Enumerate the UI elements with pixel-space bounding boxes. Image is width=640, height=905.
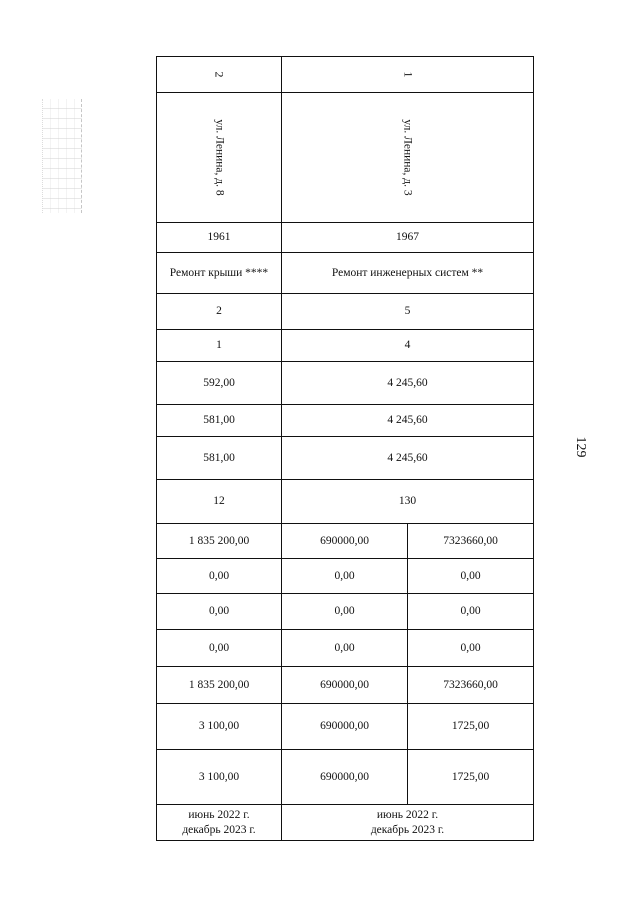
table-row bbox=[157, 437, 534, 480]
table-cell: 1967 bbox=[282, 223, 534, 253]
table-row-col-numbers bbox=[157, 57, 534, 93]
table-cell: 2 bbox=[157, 294, 282, 330]
table-cell: 1725,00 bbox=[408, 704, 534, 750]
table-row bbox=[157, 630, 534, 667]
table-cell: 0,00 bbox=[157, 559, 282, 594]
deadline-end: декабрь 2023 г. bbox=[182, 823, 256, 836]
repair-program-table bbox=[156, 56, 534, 841]
table-cell: 3 100,00 bbox=[157, 704, 282, 750]
table-cell: 690000,00 bbox=[282, 704, 408, 750]
table-row bbox=[157, 362, 534, 405]
margin-stamp bbox=[42, 99, 82, 213]
table-cell: 4 bbox=[282, 330, 534, 362]
table-cell: 7323660,00 bbox=[408, 667, 534, 704]
deadline-start: июнь 2022 г. bbox=[188, 808, 250, 821]
table-row bbox=[157, 480, 534, 524]
table-cell: 0,00 bbox=[408, 594, 534, 630]
deadline-cell bbox=[157, 805, 282, 841]
table-row bbox=[157, 330, 534, 362]
table-cell: Ремонт инженерных систем ** bbox=[282, 253, 534, 294]
table-row bbox=[157, 559, 534, 594]
table-cell: 0,00 bbox=[282, 630, 408, 667]
table-cell: 581,00 bbox=[157, 405, 282, 437]
table-row-deadline bbox=[157, 805, 534, 841]
table-cell: 690000,00 bbox=[282, 524, 408, 559]
table-cell: 592,00 bbox=[157, 362, 282, 405]
table-cell: 1 835 200,00 bbox=[157, 667, 282, 704]
table-cell: 0,00 bbox=[157, 594, 282, 630]
table-cell: 0,00 bbox=[408, 559, 534, 594]
table-row bbox=[157, 294, 534, 330]
address-cell: ул. Ленина, д. 8 bbox=[157, 93, 282, 223]
table-cell: 0,00 bbox=[282, 594, 408, 630]
table-cell: 1 bbox=[282, 57, 534, 93]
table-cell: 0,00 bbox=[157, 630, 282, 667]
table-cell: 690000,00 bbox=[282, 667, 408, 704]
address-cell: ул. Ленина, д. 3 bbox=[282, 93, 534, 223]
deadline-cell bbox=[282, 805, 534, 841]
table-cell: 1725,00 bbox=[408, 750, 534, 805]
table-cell: 12 bbox=[157, 480, 282, 524]
table-row bbox=[157, 667, 534, 704]
table-cell: Ремонт крыши **** bbox=[157, 253, 282, 294]
table-cell: 690000,00 bbox=[282, 750, 408, 805]
table-row bbox=[157, 594, 534, 630]
page-number: 129 bbox=[573, 436, 588, 458]
table-row-work-type bbox=[157, 253, 534, 294]
table-row bbox=[157, 524, 534, 559]
table-cell: 1 835 200,00 bbox=[157, 524, 282, 559]
table-cell: 1 bbox=[157, 330, 282, 362]
table-cell: 130 bbox=[282, 480, 534, 524]
table-row-year bbox=[157, 223, 534, 253]
table-row bbox=[157, 750, 534, 805]
table-cell: 4 245,60 bbox=[282, 362, 534, 405]
table-cell: 581,00 bbox=[157, 437, 282, 480]
table-cell: 7323660,00 bbox=[408, 524, 534, 559]
table-cell: 0,00 bbox=[282, 559, 408, 594]
table-cell: 4 245,60 bbox=[282, 405, 534, 437]
table-row bbox=[157, 704, 534, 750]
table-cell: 1961 bbox=[157, 223, 282, 253]
table-cell: 2 bbox=[157, 57, 282, 93]
table-cell: 0,00 bbox=[408, 630, 534, 667]
table-cell: 4 245,60 bbox=[282, 437, 534, 480]
deadline-end: декабрь 2023 г. bbox=[370, 823, 445, 836]
table-cell: 5 bbox=[282, 294, 534, 330]
table-row bbox=[157, 405, 534, 437]
table-row-address bbox=[157, 93, 534, 223]
table-cell: 3 100,00 bbox=[157, 750, 282, 805]
deadline-start: июнь 2022 г. bbox=[376, 808, 439, 821]
